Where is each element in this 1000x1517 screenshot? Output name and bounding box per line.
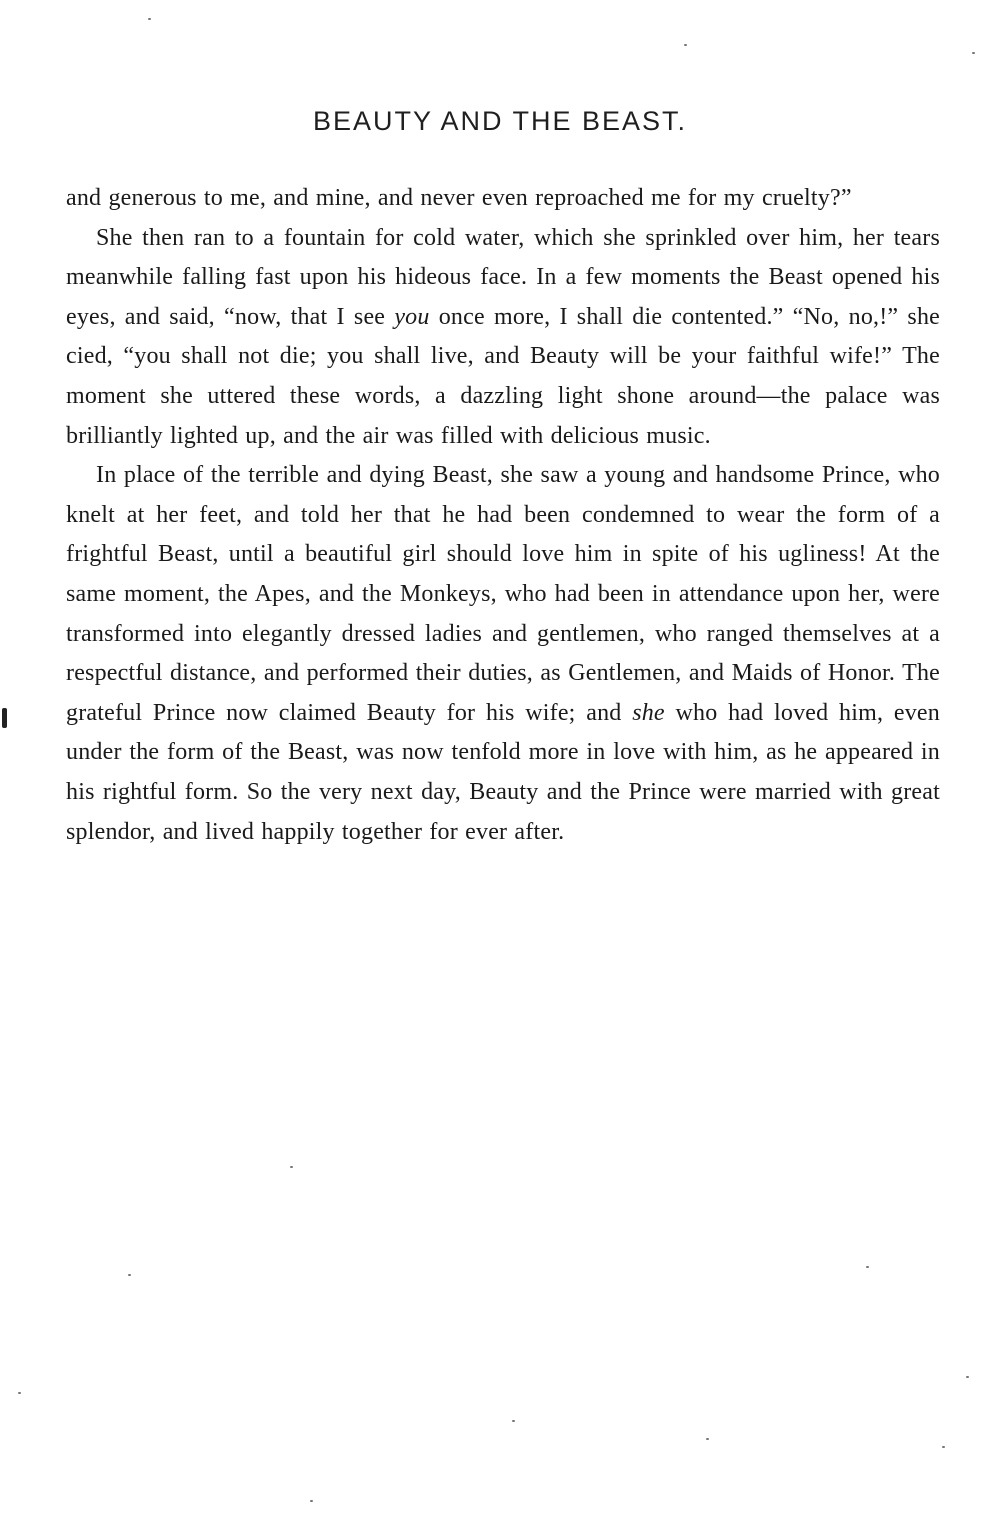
paragraph-2-text-a: She then ran to a fountain for cold water, which she sprinkled over him, her tears meanwhile falling fast upon his hideous face. In a few moments the Beast opened his eyes, and said, “now, that I see: [66, 224, 940, 330]
paper-speck: [866, 1266, 869, 1268]
paper-speck: [706, 1438, 709, 1440]
paragraph-2-text-b: once more, I shall die contented.” “No, no,!” she cied, “you shall not die; you shall live, and Beauty will be your faithful wife!” The moment she uttered these words, a dazzling light shone around—the palace was brilliantly lighted up, and the air was filled with delicious music.: [66, 303, 941, 449]
paper-speck: [18, 1392, 21, 1394]
paper-speck: [148, 18, 151, 20]
paragraph-1: [66, 179, 940, 219]
paper-speck: [128, 1274, 131, 1276]
paragraph-3-text-b: who had loved him, even under the form of the Beast, was now tenfold more in love with him, as he appeared in his rightful form. So the very next day, Beauty and the Prince were married with great splendor, and lived happily together for ever after.: [66, 699, 940, 845]
paragraph-1-text: and generous to me, and mine, and never even reproached me for my cruelty?”: [66, 185, 852, 211]
paragraph-2-emphasis: you: [394, 303, 430, 330]
paper-speck: [684, 44, 687, 46]
paper-speck: [966, 1376, 969, 1378]
paper-speck: [972, 52, 975, 54]
margin-ink-mark: [2, 708, 7, 728]
paper-speck: [942, 1446, 945, 1448]
paper-speck: [310, 1500, 313, 1502]
paper-speck: [512, 1420, 515, 1422]
body-text: [66, 179, 940, 852]
paragraph-2: [66, 219, 940, 457]
paper-speck: [290, 1166, 293, 1168]
paragraph-3: [66, 456, 940, 852]
running-head: BEAUTY AND THE BEAST.: [312, 106, 688, 136]
paragraph-3-emphasis: she: [632, 699, 665, 726]
paragraph-3-text-a: In place of the terrible and dying Beast, she saw a young and handsome Prince, who knelt at her feet, and told her that he had been condemned to wear the form of a frightful Beast, until a beautiful girl should love him in spite of his ugliness! At the same moment, the Apes, and the Monkeys, who had been in attendance upon her, were transformed into elegantly dressed ladies and gentlemen, who ranged themselves at a respectful distance, and performed their duties, as Gentlemen, and Maids of Honor. The grateful Prince now claimed Beauty for his wife; and: [66, 462, 940, 726]
